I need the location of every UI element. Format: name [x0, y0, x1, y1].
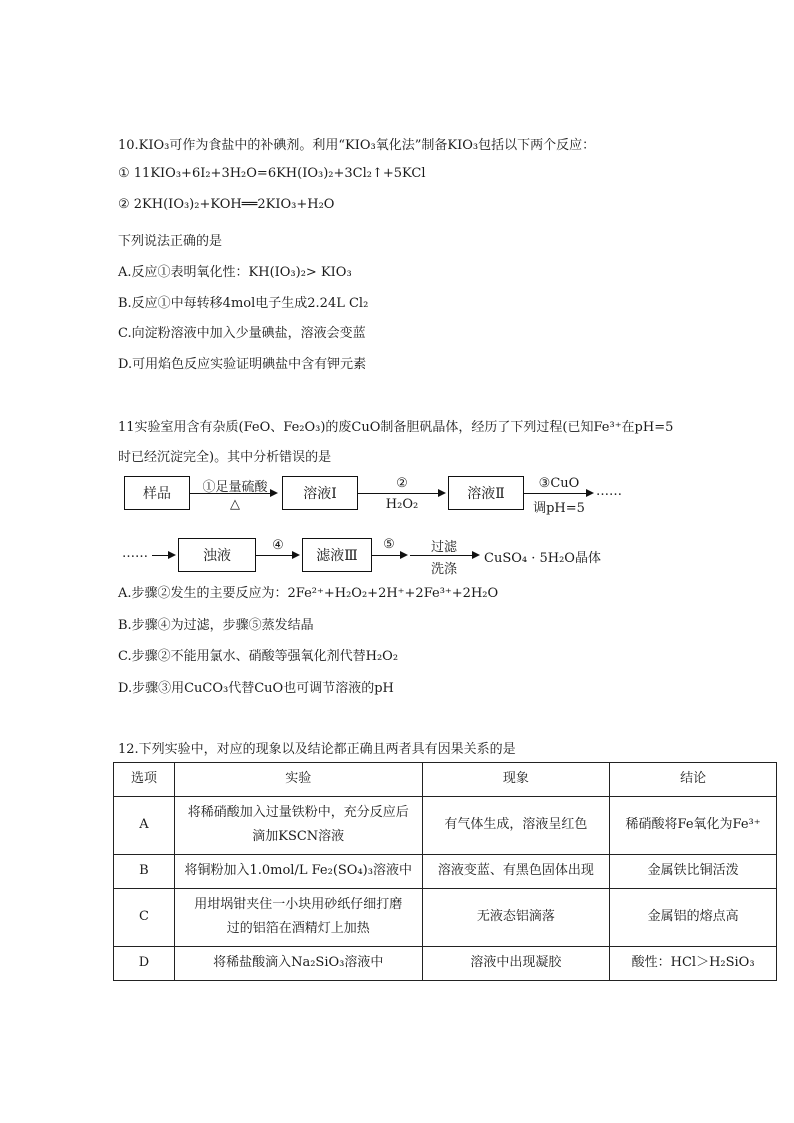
q11-option-b: B.步骤④为过滤，步骤⑤蒸发结晶	[118, 618, 314, 633]
header-phenomenon: 现象	[422, 763, 610, 797]
header-experiment: 实验	[174, 763, 422, 797]
q11-option-d: D.步骤③用CuCO₃代替CuO也可调节溶液的pH	[118, 681, 394, 696]
flow-continuation-dots: ……	[596, 484, 622, 499]
cell-phenomenon: 溶液中出现凝胶	[422, 947, 610, 981]
q10-option-b: B.反应①中每转移4mol电子生成2.24L Cl₂	[118, 296, 369, 311]
cell-phenomenon: 有气体生成，溶液呈红色	[422, 796, 610, 854]
flow-arrow-1	[190, 493, 276, 494]
flow-wash-label: 洗涤	[430, 562, 457, 577]
cell-phenomenon: 溶液变蓝、有黑色固体出现	[422, 855, 610, 889]
header-conclusion: 结论	[610, 763, 777, 797]
cell-conclusion: 金属铁比铜活泼	[610, 855, 777, 889]
flow-box-filtrate-3: 滤液Ⅲ	[302, 538, 372, 572]
flow-step3-condition: 调pH=5	[533, 501, 585, 516]
cell-experiment-line-1: 将稀硝酸加入过量铁粉中，充分反应后	[187, 804, 409, 820]
q10-reaction-1: ① 11KIO₃+6I₂+3H₂O=6KH(IO₃)₂+3Cl₂↑+5KCl	[118, 166, 426, 181]
cell-option: C	[114, 888, 175, 946]
q10-prompt: 下列说法正确的是	[118, 234, 223, 249]
flow-step2-reagent: H₂O₂	[385, 497, 419, 512]
cell-option: A	[114, 796, 175, 854]
flow-arrow-5	[372, 555, 406, 556]
flow-arrow-2	[358, 493, 444, 494]
q11-option-c: C.步骤②不能用氯水、硝酸等强氧化剂代替H₂O₂	[118, 649, 399, 664]
table-row	[114, 855, 777, 889]
flow-arrow-6	[410, 555, 478, 556]
cell-experiment: 将稀盐酸滴入Na₂SiO₃溶液中	[174, 947, 422, 981]
flow-box-turbid: 浊液	[178, 538, 256, 572]
flow-arrow-lead	[152, 555, 174, 556]
flow-step4-label: ④	[272, 538, 284, 553]
cell-experiment-line-1: 用坩埚钳夹住一小块用砂纸仔细打磨	[194, 896, 403, 912]
q10-stem: 10.KIO₃可作为食盐中的补碘剂。利用“KIO₃氧化法”制备KIO₃包括以下两个反应：	[118, 138, 596, 153]
cell-experiment-line-2: 过的铝箔在酒精灯上加热	[226, 921, 370, 937]
cell-option: B	[114, 855, 175, 889]
cell-conclusion: 酸性：HCl＞H₂SiO₃	[610, 947, 777, 981]
q11-stem-line-2: 时已经沉淀完全)。其中分析错误的是	[118, 450, 332, 465]
q10-option-c: C.向淀粉溶液中加入少量碘盐，溶液会变蓝	[118, 326, 366, 341]
flow-leading-dots: ……	[122, 546, 148, 561]
q10-option-a: A.反应①表明氧化性：KH(IO₃)₂> KIO₃	[118, 265, 352, 280]
flow-step5-label: ⑤	[383, 537, 395, 552]
flow-box-solution-1: 溶液Ⅰ	[282, 476, 358, 510]
q12-table	[113, 762, 777, 981]
flow-step2-label: ②	[396, 476, 408, 491]
q11-stem-line-1: 11实验室用含有杂质(FeO、Fe₂O₃)的废CuO制备胆矾晶体，经历了下列过程(已知Fe³⁺在pH=5	[118, 420, 674, 435]
table-row	[114, 796, 777, 854]
cell-phenomenon: 无液态铝滴落	[422, 888, 610, 946]
table-row	[114, 947, 777, 981]
cell-conclusion: 金属铝的熔点高	[610, 888, 777, 946]
q10-reaction-2: ② 2KH(IO₃)₂+KOH══2KIO₃+H₂O	[118, 197, 335, 212]
flow-step3-label: ③CuO	[538, 476, 580, 491]
table-row	[114, 888, 777, 946]
flow-arrow-4	[256, 555, 298, 556]
cell-experiment: 将铜粉加入1.0mol/L Fe₂(SO₄)₃溶液中	[174, 855, 422, 889]
cell-experiment-line-2: 滴加KSCN溶液	[252, 829, 345, 845]
q12-stem: 12.下列实验中，对应的现象以及结论都正确且两者具有因果关系的是	[118, 742, 516, 757]
flow-arrow-3	[524, 493, 592, 494]
cell-option: D	[114, 947, 175, 981]
q11-option-a: A.步骤②发生的主要反应为：2Fe²⁺+H₂O₂+2H⁺+2Fe³⁺+2H₂O	[118, 586, 499, 601]
flow-step1-condition: △	[230, 497, 240, 512]
flow-filter-label: 过滤	[430, 540, 457, 555]
flow-box-sample: 样品	[124, 476, 190, 510]
table-header-row	[114, 763, 777, 797]
header-option: 选项	[114, 763, 175, 797]
cell-experiment	[174, 796, 422, 854]
cell-conclusion: 稀硝酸将Fe氧化为Fe³⁺	[610, 796, 777, 854]
q10-option-d: D.可用焰色反应实验证明碘盐中含有钾元素	[118, 357, 367, 372]
cell-experiment	[174, 888, 422, 946]
flow-step1-label: ①足量硫酸	[202, 480, 268, 495]
flow-product: CuSO₄ · 5H₂O晶体	[484, 551, 601, 566]
flow-box-solution-2: 溶液Ⅱ	[448, 476, 524, 510]
